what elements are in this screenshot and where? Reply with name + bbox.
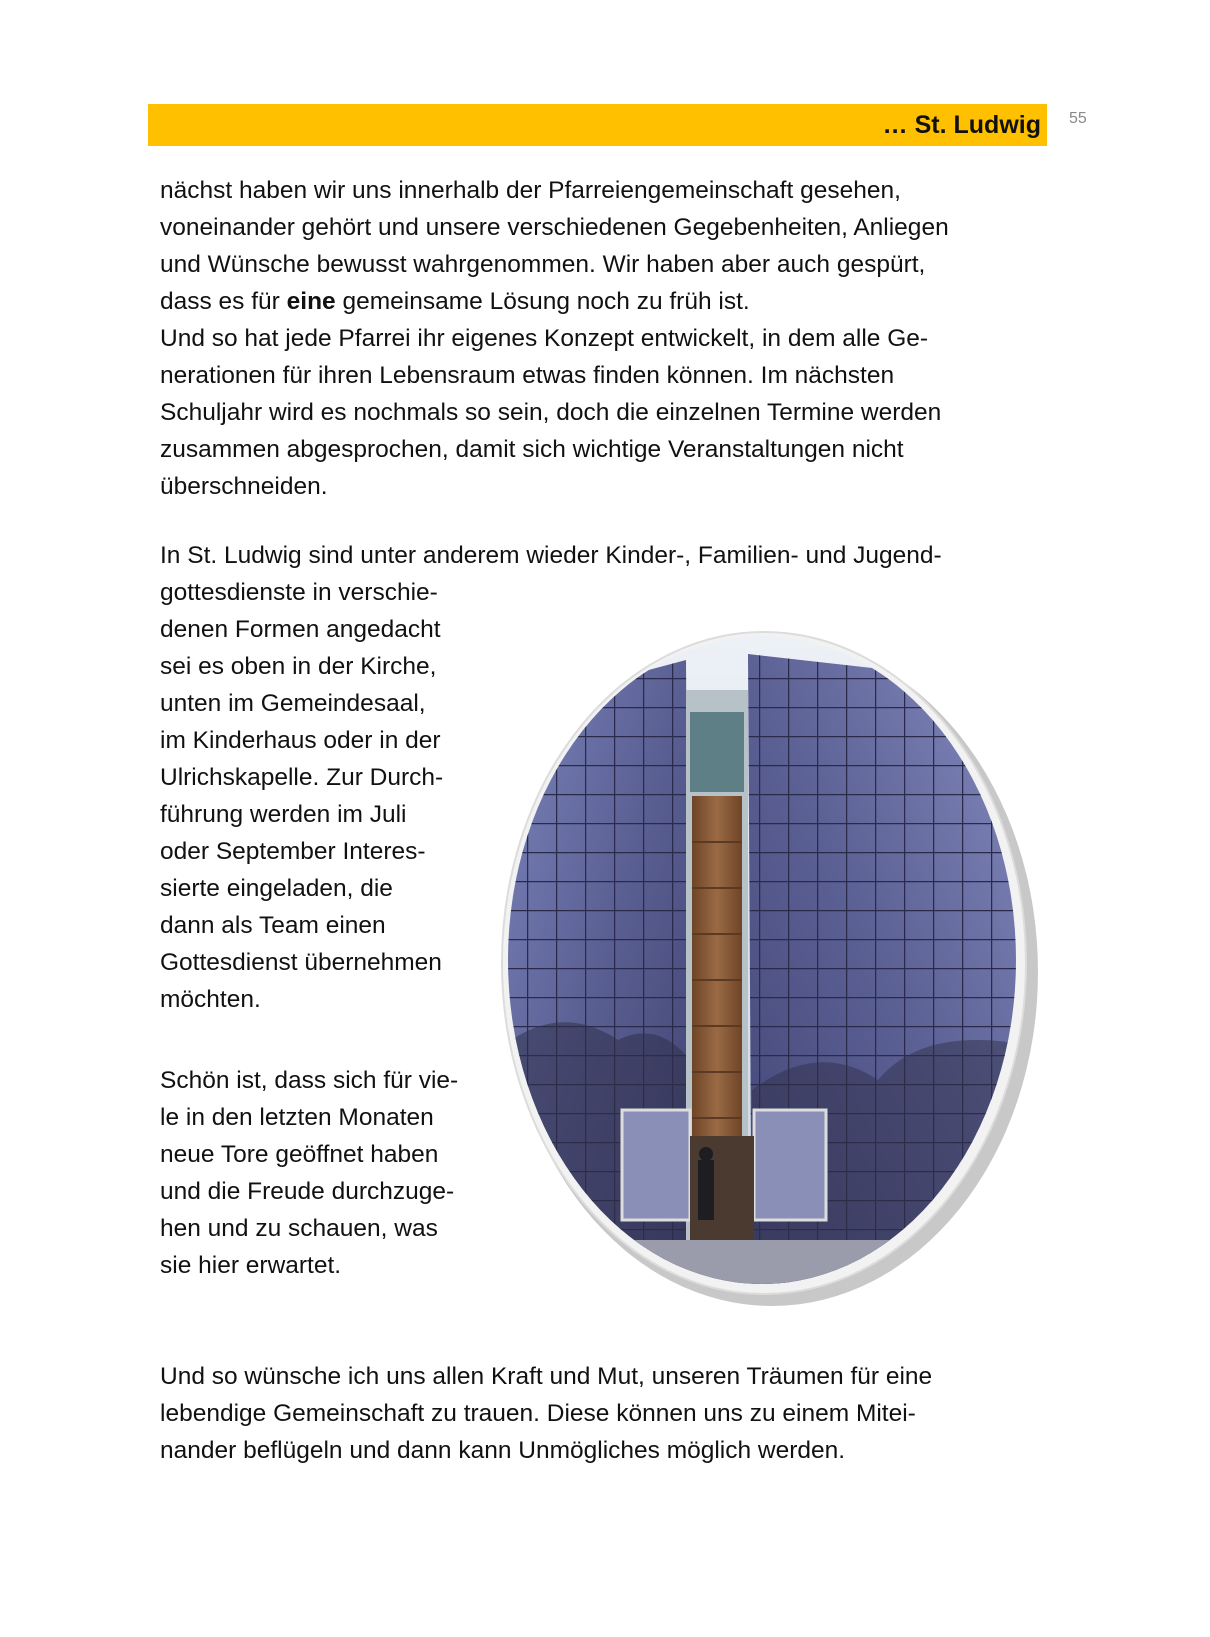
text-line: Ulrichskapelle. Zur Durch- — [160, 764, 444, 791]
text-line: voneinander gehört und unsere verschiedenen Gegebenheiten, Anliegen — [160, 214, 949, 241]
text-line: denen Formen angedacht — [160, 616, 441, 643]
text-line: nerationen für ihren Lebensraum etwas finden können. Im nächsten — [160, 362, 895, 389]
text-line: hen und zu schauen, was — [160, 1215, 438, 1242]
page-number: 55 — [1069, 110, 1087, 127]
text-line: führung werden im Juli — [160, 801, 407, 828]
text-line: Schön ist, dass sich für vie- — [160, 1067, 459, 1094]
text-line: sierte eingeladen, die — [160, 875, 393, 902]
text-line: Und so hat jede Pfarrei ihr eigenes Konzept entwickelt, in dem alle Ge- — [160, 325, 929, 352]
text-line: nander beflügeln und dann kann Unmögliches möglich werden. — [160, 1437, 846, 1464]
church-photo-image — [498, 620, 1050, 1320]
text-line — [160, 283, 949, 320]
text-line: nächst haben wir uns innerhalb der Pfarreiengemeinschaft gesehen, — [160, 177, 901, 204]
text-line: gottesdienste in verschie- — [160, 579, 438, 606]
paragraph-closing — [160, 1358, 932, 1469]
text-line: Schuljahr wird es nochmals so sein, doch die einzelnen Termine werden — [160, 399, 942, 426]
paragraph-intro — [160, 172, 949, 505]
text-line: Gottesdienst übernehmen — [160, 949, 442, 976]
text-line: neue Tore geöffnet haben — [160, 1141, 439, 1168]
text-line: und die Freude durchzuge- — [160, 1178, 455, 1205]
text-line: im Kinderhaus oder in der — [160, 727, 441, 754]
text-line: überschneiden. — [160, 473, 328, 500]
text-line: lebendige Gemeinschaft zu trauen. Diese können uns zu einem Mitei- — [160, 1400, 916, 1427]
paragraph-gates — [160, 1062, 458, 1284]
church-photo — [498, 620, 1050, 1320]
text-line: Und so wünsche ich uns allen Kraft und Mut, unseren Träumen für eine — [160, 1363, 933, 1390]
text-line: zusammen abgesprochen, damit sich wichtige Veranstaltungen nicht — [160, 436, 904, 463]
text-line: möchten. — [160, 986, 261, 1013]
text-line: dann als Team einen — [160, 912, 386, 939]
text-line: oder September Interes- — [160, 838, 426, 865]
text-line: unten im Gemeindesaal, — [160, 690, 426, 717]
text-line: In St. Ludwig sind unter anderem wieder Kinder-, Familien- und Jugend- — [160, 542, 942, 569]
section-title: … St. Ludwig — [882, 111, 1041, 139]
text-line: le in den letzten Monaten — [160, 1104, 434, 1131]
text-line: sei es oben in der Kirche, — [160, 653, 437, 680]
text-line: und Wünsche bewusst wahrgenommen. Wir haben aber auch gespürt, — [160, 251, 926, 278]
header-bar — [148, 104, 1047, 146]
bold-word: eine — [286, 288, 336, 315]
text-fragment: dass es für — [160, 288, 280, 315]
text-fragment: gemeinsame Lösung noch zu früh ist. — [342, 288, 750, 315]
text-line: sie hier erwartet. — [160, 1252, 342, 1279]
